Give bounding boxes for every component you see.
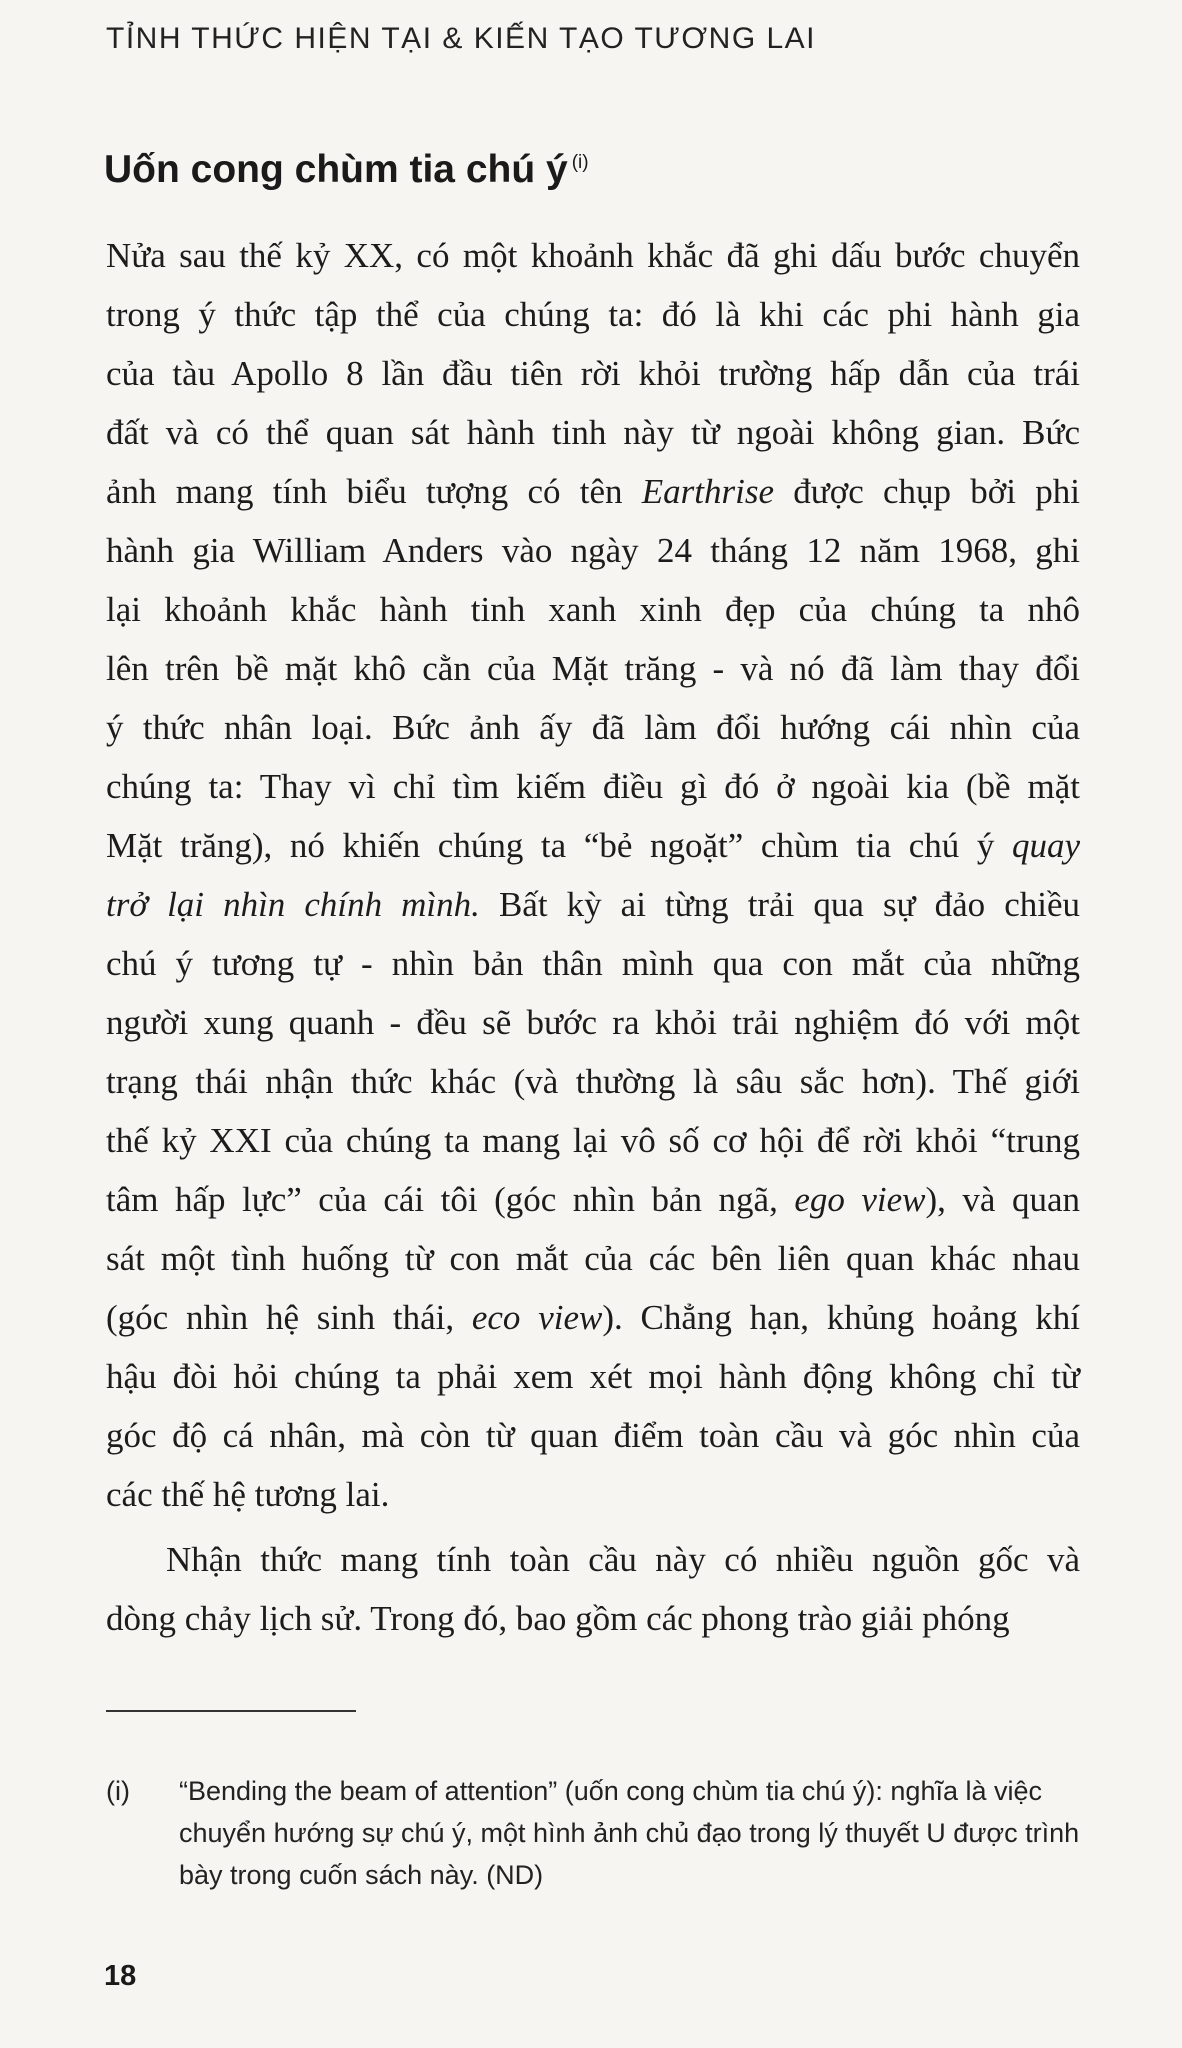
text-line (106, 1170, 1080, 1229)
text-segment: (góc nhìn hệ sinh thái, (106, 1298, 472, 1337)
text-line (106, 875, 1080, 934)
footnote-divider (106, 1710, 356, 1712)
footnote-marker: (i) (106, 1776, 130, 1806)
text-segment: ). Chẳng hạn, khủng hoảng khí (602, 1298, 1080, 1337)
footnote-reference: (i) (571, 152, 589, 173)
italic-phrase: ego view (794, 1180, 926, 1219)
text-segment: ảnh mang tính biểu tượng có tên (106, 472, 642, 511)
text-line: đất và có thể quan sát hành tinh này từ ngoài không gian. Bức (106, 413, 1080, 452)
text-line: các thế hệ tương lai. (106, 1475, 390, 1514)
text-line (106, 816, 1080, 875)
text-line: chúng ta: Thay vì chỉ tìm kiếm điều gì đó ở ngoài kia (bề mặt (106, 767, 1080, 806)
section-title (104, 148, 589, 192)
footnote-line: bày trong cuốn sách này. (ND) (179, 1860, 544, 1890)
footnote (106, 1770, 1086, 1896)
text-line: lên trên bề mặt khô cằn của Mặt trăng - và nó đã làm thay đổi (106, 649, 1080, 688)
body-paragraph-2 (106, 1530, 1080, 1648)
page-number: 18 (104, 1960, 137, 1992)
text-line (106, 1288, 1080, 1347)
italic-phrase: trở lại nhìn chính mình. (106, 885, 480, 924)
text-line: ý thức nhân loại. Bức ảnh ấy đã làm đổi hướng cái nhìn của (106, 708, 1080, 747)
footnote-line: “Bending the beam of attention” (uốn cong chùm tia chú ý): nghĩa là việc (179, 1776, 1043, 1806)
text-line: góc độ cá nhân, mà còn từ quan điểm toàn cầu và góc nhìn của (106, 1416, 1080, 1455)
text-segment: tâm hấp lực” của cái tôi (góc nhìn bản ngã, (106, 1180, 795, 1219)
text-line: dòng chảy lịch sử. Trong đó, bao gồm các phong trào giải phóng (106, 1599, 1010, 1638)
text-segment: Bất kỳ ai từng trải qua sự đảo chiều (479, 885, 1080, 924)
text-segment: được chụp bởi phi (773, 472, 1080, 511)
italic-phrase: quay (1011, 826, 1080, 865)
text-line: hành gia William Anders vào ngày 24 tháng 12 năm 1968, ghi (106, 531, 1080, 570)
text-line: thế kỷ XXI của chúng ta mang lại vô số cơ hội để rời khỏi “trung (106, 1121, 1080, 1160)
text-line: người xung quanh - đều sẽ bước ra khỏi trải nghiệm đó với một (106, 1003, 1080, 1042)
text-line (106, 462, 1080, 521)
text-line: trong ý thức tập thể của chúng ta: đó là khi các phi hành gia (106, 295, 1080, 334)
text-line: Nhận thức mang tính toàn cầu này có nhiều nguồn gốc và (166, 1540, 1080, 1579)
text-segment: Mặt trăng), nó khiến chúng ta “bẻ ngoặt” chùm tia chú ý (106, 826, 1012, 865)
footnote-line: chuyển hướng sự chú ý, một hình ảnh chủ đạo trong lý thuyết U được trình (179, 1818, 1080, 1848)
italic-phrase: eco view (471, 1298, 603, 1337)
text-line: lại khoảnh khắc hành tinh xanh xinh đẹp của chúng ta nhô (106, 590, 1080, 629)
section-title-text: Uốn cong chùm tia chú ý (104, 148, 568, 191)
body-paragraph-1 (106, 226, 1080, 1524)
text-line: Nửa sau thế kỷ XX, có một khoảnh khắc đã ghi dấu bước chuyển (106, 236, 1080, 275)
text-line: trạng thái nhận thức khác (và thường là sâu sắc hơn). Thế giới (106, 1062, 1080, 1101)
text-segment: ), và quan (925, 1180, 1080, 1219)
footnote-text (179, 1770, 1086, 1896)
text-line: sát một tình huống từ con mắt của các bên liên quan khác nhau (106, 1239, 1080, 1278)
running-header: TỈNH THỨC HIỆN TẠI & KIẾN TẠO TƯƠNG LAI (106, 22, 817, 55)
text-line: của tàu Apollo 8 lần đầu tiên rời khỏi trường hấp dẫn của trái (106, 354, 1080, 393)
italic-phrase: Earthrise (641, 472, 774, 511)
text-line: hậu đòi hỏi chúng ta phải xem xét mọi hành động không chỉ từ (106, 1357, 1080, 1396)
text-line: chú ý tương tự - nhìn bản thân mình qua con mắt của những (106, 944, 1080, 983)
